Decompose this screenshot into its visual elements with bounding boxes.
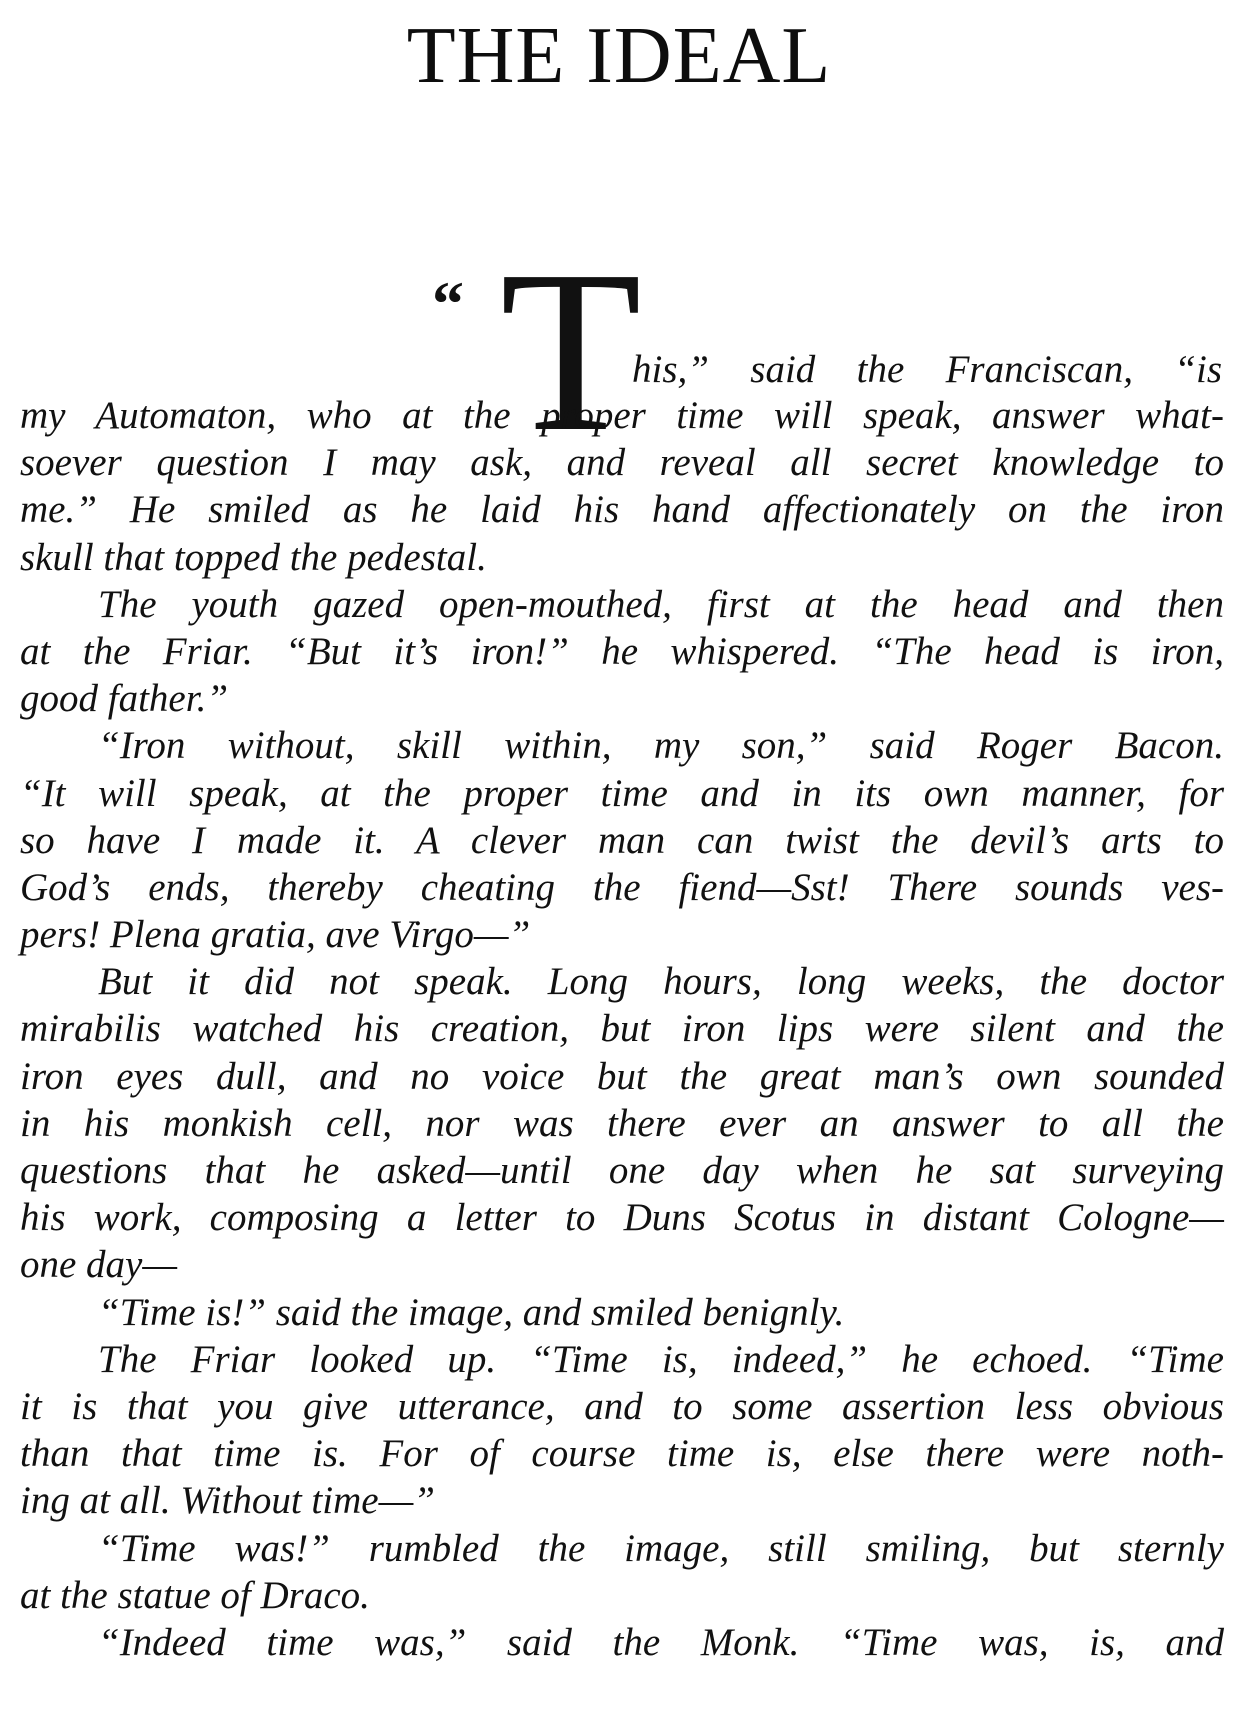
text-line: God’s ends, thereby cheating the fiend—Sst! There sounds ves- — [20, 865, 1224, 909]
text-line: in his monkish cell, nor was there ever an answer to all the — [20, 1101, 1224, 1145]
text-line: “Time was!” rumbled the image, still smiling, but sternly — [98, 1526, 1224, 1570]
text-line: at the statue of Draco. — [20, 1573, 370, 1617]
text-line: my Automaton, who at the proper time will speak, answer what- — [20, 394, 1224, 437]
text-line: “It will speak, at the proper time and in its own manner, for — [20, 771, 1224, 815]
text-line: “Iron without, skill within, my son,” said Roger Bacon. — [98, 724, 1224, 768]
text-line: skull that topped the pedestal. — [20, 535, 487, 579]
text-line: at the Friar. “But it’s iron!” he whispered. “The head is iron, — [20, 629, 1224, 673]
text-line: “Indeed time was,” said the Monk. “Time was, is, and — [98, 1620, 1224, 1664]
text-line: mirabilis watched his creation, but iron lips were silent and the — [20, 1007, 1224, 1051]
text-line: ing at all. Without time—” — [20, 1479, 435, 1523]
text-line: his work, composing a letter to Duns Scotus in distant Cologne— — [20, 1196, 1224, 1240]
text-line: “Time is!” said the image, and smiled benignly. — [98, 1290, 845, 1334]
text-line: pers! Plena gratia, ave Virgo—” — [20, 913, 531, 957]
text-line: me.” He smiled as he laid his hand affectionately on the iron — [20, 488, 1224, 532]
text-line: good father.” — [20, 677, 229, 721]
text-line: than that time is. For of course time is, else there were noth- — [20, 1432, 1224, 1476]
text-line: The youth gazed open-mouthed, first at the head and then — [98, 582, 1224, 626]
text-line: But it did not speak. Long hours, long weeks, the doctor — [98, 960, 1224, 1004]
opening-line: his,” said the Franciscan, “is — [632, 348, 1222, 391]
drop-cap-quote-mark: “ — [432, 268, 464, 339]
chapter-title: THE IDEAL — [406, 12, 832, 100]
body-text — [20, 392, 1224, 1666]
text-line: questions that he asked—until one day when he sat surveying — [20, 1149, 1224, 1192]
text-line: The Friar looked up. “Time is, indeed,” he echoed. “Time — [98, 1337, 1224, 1381]
text-line: it is that you give utterance, and to some assertion less obvious — [20, 1384, 1224, 1428]
drop-cap-letter: T — [500, 223, 642, 480]
text-line: soever question I may ask, and reveal all secret knowledge to — [20, 441, 1224, 485]
text-line: one day— — [20, 1243, 178, 1287]
text-line: iron eyes dull, and no voice but the great man’s own sounded — [20, 1054, 1224, 1098]
text-line: so have I made it. A clever man can twist the devil’s arts to — [20, 818, 1224, 862]
